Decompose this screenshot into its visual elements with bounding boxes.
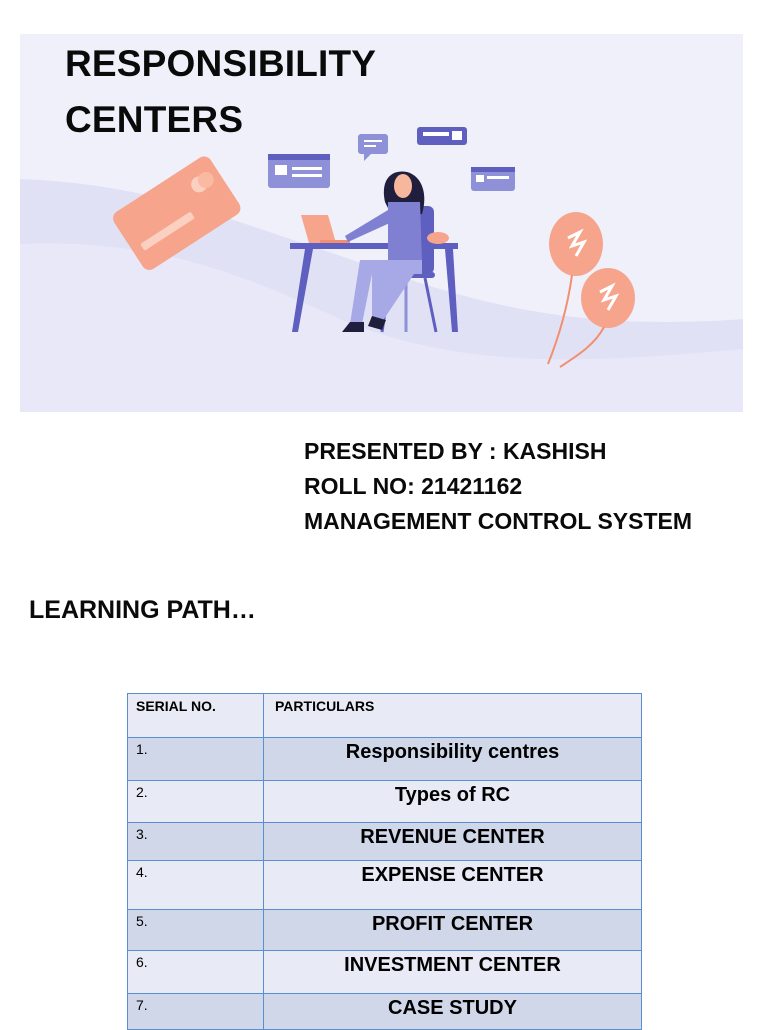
particular-cell: INVESTMENT CENTER <box>264 951 642 994</box>
particular-cell: REVENUE CENTER <box>264 823 642 861</box>
particular-cell: Types of RC <box>264 781 642 823</box>
table-row <box>128 910 642 951</box>
slide-title-line: RESPONSIBILITY <box>65 43 377 84</box>
serial-cell: 2. <box>128 781 264 823</box>
subject-name: MANAGEMENT CONTROL SYSTEM <box>304 508 693 534</box>
roll-number: ROLL NO: 21421162 <box>304 473 523 499</box>
table-row <box>128 738 642 781</box>
browser-window-icon <box>268 154 330 188</box>
browser-window-icon <box>471 167 515 191</box>
particular-cell: CASE STUDY <box>264 994 642 1030</box>
table-row <box>128 994 642 1030</box>
table-row <box>128 781 642 823</box>
table-header-row <box>128 694 642 738</box>
table-row <box>128 861 642 910</box>
serial-cell: 5. <box>128 910 264 951</box>
column-header-particulars: PARTICULARS <box>264 694 642 738</box>
slide-title <box>65 36 376 148</box>
presenter-info <box>304 434 692 539</box>
slide-title-line: CENTERS <box>65 99 244 140</box>
table-row <box>128 951 642 994</box>
browser-window-icon <box>417 127 467 145</box>
serial-cell: 1. <box>128 738 264 781</box>
particular-cell: Responsibility centres <box>264 738 642 781</box>
serial-cell: 3. <box>128 823 264 861</box>
particular-cell: PROFIT CENTER <box>264 910 642 951</box>
title-slide <box>20 34 743 412</box>
serial-cell: 7. <box>128 994 264 1030</box>
learning-path-table <box>127 693 642 1030</box>
serial-cell: 6. <box>128 951 264 994</box>
table-row <box>128 823 642 861</box>
particular-cell: EXPENSE CENTER <box>264 861 642 910</box>
learning-path-title: LEARNING PATH… <box>29 596 256 624</box>
presented-by: PRESENTED BY : KASHISH <box>304 438 607 464</box>
laptop-icon <box>301 215 350 243</box>
serial-cell: 4. <box>128 861 264 910</box>
column-header-serial: SERIAL NO. <box>128 694 264 738</box>
